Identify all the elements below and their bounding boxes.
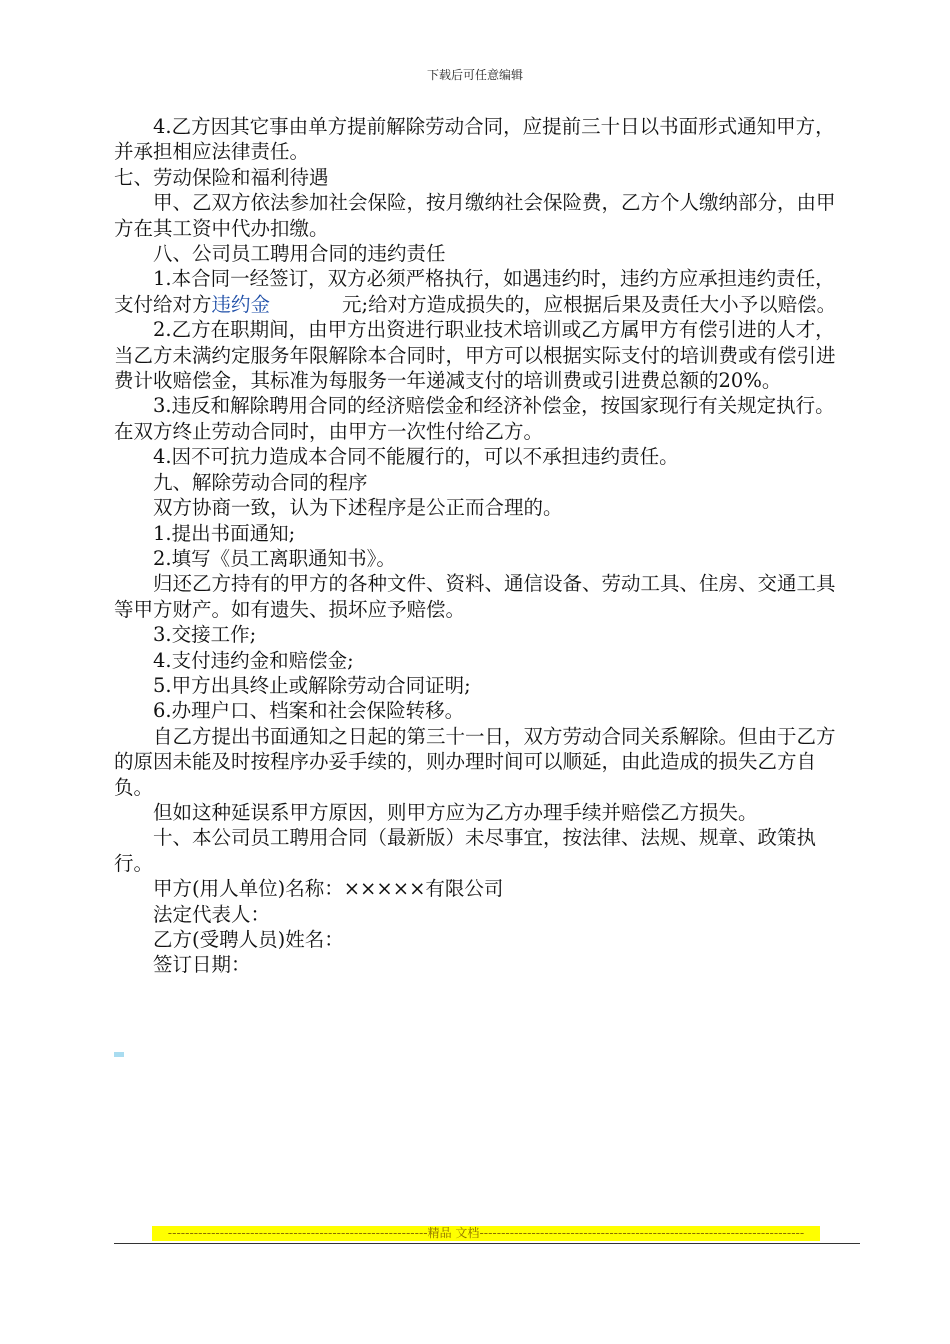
section-heading-10: 十、本公司员工聘用合同（最新版）未尽事宜，按法律、法规、规章、政策执行。	[114, 826, 817, 875]
procedure-step-2: 2.填写《员工离职通知书》。	[153, 546, 396, 570]
paragraph-early-termination: 4.乙方因其它事由单方提前解除劳动合同，应提前三十日以书面形式通知甲方，并承担相应法律责任。	[114, 115, 835, 164]
paragraph-breach-1	[114, 266, 854, 317]
cursor-marker	[114, 1052, 124, 1057]
footer-banner	[152, 1226, 820, 1241]
paragraph-social-insurance: 甲、乙双方依法参加社会保险，按月缴纳社会保险费，乙方个人缴纳部分，由甲方在其工资中代办扣缴。	[114, 191, 836, 240]
paragraph-breach-2: 2.乙方在职期间，由甲方出资进行职业技术培训或乙方属甲方有偿引进的人才，当乙方未满约定服务年限解除本合同时，甲方可以根据实际支付的培训费或有偿引进费计收赔偿金，其标准为每服务一年递减支付的培训费或引进费总额的20%。	[114, 318, 836, 393]
procedure-step-4: 4.支付违约金和赔偿金;	[153, 648, 354, 672]
signature-date: 签订日期：	[153, 953, 251, 977]
section-heading-9: 九、解除劳动合同的程序	[153, 470, 368, 494]
signature-representative: 法定代表人：	[153, 902, 271, 926]
paragraph-procedure-intro: 双方协商一致，认为下述程序是公正而合理的。	[153, 496, 563, 520]
section-heading-7: 七、劳动保险和福利待遇	[114, 165, 329, 189]
breach-text-a: 1.本合同一经签订，双方必须严格执行，如遇违约时，违约方应承担违约责任，支付给对方	[114, 267, 835, 316]
procedure-step-6: 6.办理户口、档案和社会保险转移。	[153, 699, 465, 723]
document-body	[114, 114, 854, 978]
procedure-step-1: 1.提出书面通知;	[153, 521, 296, 545]
paragraph-termination-date: 自乙方提出书面通知之日起的第三十一日，双方劳动合同关系解除。但由于乙方的原因未能及时按程序办妥手续的，则办理时间可以顺延，由此造成的损失乙方自负。	[114, 724, 836, 799]
signature-party-a: 甲方(用人单位)名称：×××××有限公司	[153, 877, 504, 901]
footer-rule	[114, 1243, 860, 1244]
footer-dashes-left: ------------------------------------------------------------	[167, 1226, 428, 1240]
section-heading-8: 八、公司员工聘用合同的违约责任	[153, 242, 446, 266]
paragraph-breach-3: 3.违反和解除聘用合同的经济赔偿金和经济补偿金，按国家现行有关规定执行。在双方终止劳动合同时，由甲方一次性付给乙方。	[114, 394, 835, 443]
procedure-step-3: 3.交接工作;	[153, 623, 257, 647]
breach-text-b: 元;给对方造成损失的，应根据后果及责任大小予以赔偿。	[342, 292, 837, 316]
signature-party-b: 乙方(受聘人员)姓名：	[153, 928, 344, 951]
page-header: 下载后可任意编辑	[426, 68, 523, 82]
penalty-link[interactable]: 违约金	[211, 292, 271, 316]
paragraph-return-property: 归还乙方持有的甲方的各种文件、资料、通信设备、劳动工具、住房、交通工具等甲方财产。如有遗失、损坏应予赔偿。	[114, 572, 836, 621]
footer-dashes-right: ---------------------------------------------------------------------------	[479, 1226, 805, 1240]
paragraph-delay: 但如这种延误系甲方原因，则甲方应为乙方办理手续并赔偿乙方损失。	[153, 800, 758, 824]
footer-label: 精品 文档	[427, 1226, 480, 1240]
procedure-step-5: 5.甲方出具终止或解除劳动合同证明;	[153, 673, 471, 697]
paragraph-breach-4: 4.因不可抗力造成本合同不能履行的，可以不承担违约责任。	[153, 445, 679, 469]
